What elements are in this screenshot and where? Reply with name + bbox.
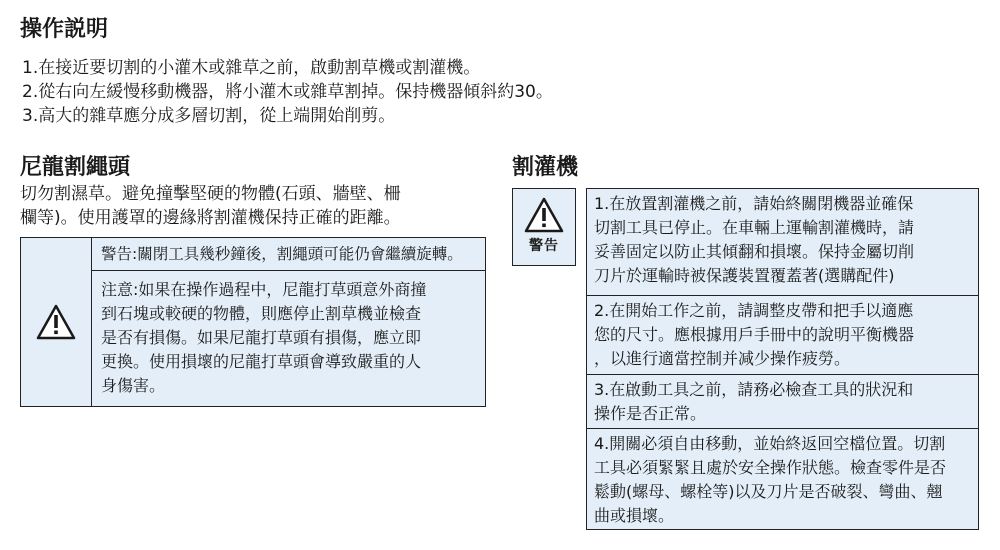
nylon-warning-table [20, 237, 486, 407]
brush-item-2-line-1: 2.在開始工作之前，請調整皮帶和把手以適應 [594, 301, 914, 320]
brush-item-1-line-1: 1.在放置割灌機之前，請始終關閉機器並確保 [594, 194, 914, 213]
brush-item-1-line-3: 妥善固定以防止其傾翻和損壞。保持金屬切削 [594, 242, 915, 261]
brush-item-4 [587, 429, 978, 529]
operation-step-2: 2.從右向左緩慢移動機器，將小灌木或雜草割掉。保持機器傾斜約30。 [22, 82, 553, 102]
warning-triangle-icon [36, 304, 76, 340]
brush-item-3 [587, 375, 978, 429]
brush-item-1-line-4: 刀片於運輸時被保護裝置覆蓋著(選購配件) [594, 266, 895, 285]
nylon-intro-line-1: 切勿割濕草。避免撞擊堅硬的物體(石頭、牆壁、柵 [20, 184, 401, 204]
nylon-intro-line-2: 欄等)。使用護罩的邊緣將割灌機保持正確的距離。 [20, 208, 401, 228]
brush-item-2 [587, 296, 978, 375]
operation-title: 操作説明 [20, 17, 109, 42]
nylon-caution-line-3: 是否有損傷。如果尼龍打草頭有損傷，應立即 [101, 328, 422, 347]
operation-step-1: 1.在接近要切割的小灌木或雜草之前，啟動割草機或割灌機。 [22, 58, 481, 78]
operation-step-3: 3.高大的雜草應分成多層切割，從上端開始削剪。 [22, 106, 396, 126]
brush-item-4-line-3: 鬆動(螺母、螺栓等)以及刀片是否破裂、彎曲、翹 [594, 482, 943, 501]
nylon-caution-line-2: 到石塊或較硬的物體，則應停止割草機並檢查 [101, 304, 422, 323]
brush-item-2-line-2: 您的尺寸。應根據用戶手冊中的說明平衡機器 [594, 325, 915, 344]
brush-item-3-line-1: 3.在啟動工具之前，請務必檢查工具的狀況和 [594, 380, 914, 399]
warning-triangle-icon [524, 197, 564, 233]
nylon-caution-cell [92, 271, 485, 406]
nylon-warning-text: 警告:關閉工具幾秒鐘後，割繩頭可能仍會繼續旋轉。 [92, 238, 485, 271]
brush-instructions-table [586, 188, 979, 530]
brush-item-4-line-1: 4.開關必須自由移動，並始終返回空檔位置。切割 [594, 434, 946, 453]
brush-item-2-line-3: ，以進行適當控制并减少操作疲勞。 [594, 349, 851, 368]
brush-item-4-line-2: 工具必須緊緊且處於安全操作狀態。檢查零件是否 [594, 458, 947, 477]
brush-warning-label: 警告 [529, 238, 559, 254]
brush-item-3-line-2: 操作是否正常。 [594, 404, 707, 423]
brush-warning-icon-box [512, 188, 576, 266]
nylon-warning-icon-cell [21, 238, 92, 406]
brush-section-title: 割灌機 [512, 155, 579, 180]
nylon-caution-line-4: 更換。使用損壞的尼龍打草頭會導致嚴重的人 [101, 352, 422, 371]
nylon-section-title: 尼龍割繩頭 [20, 155, 131, 180]
brush-item-1-line-2: 切割工具已停止。在車輛上運輸割灌機時，請 [594, 218, 915, 237]
brush-item-1 [587, 189, 978, 296]
nylon-caution-line-5: 身傷害。 [101, 376, 166, 395]
nylon-caution-line-1: 注意:如果在操作過程中，尼龍打草頭意外商撞 [101, 280, 427, 299]
brush-item-4-line-4: 曲或損壞。 [594, 506, 675, 525]
